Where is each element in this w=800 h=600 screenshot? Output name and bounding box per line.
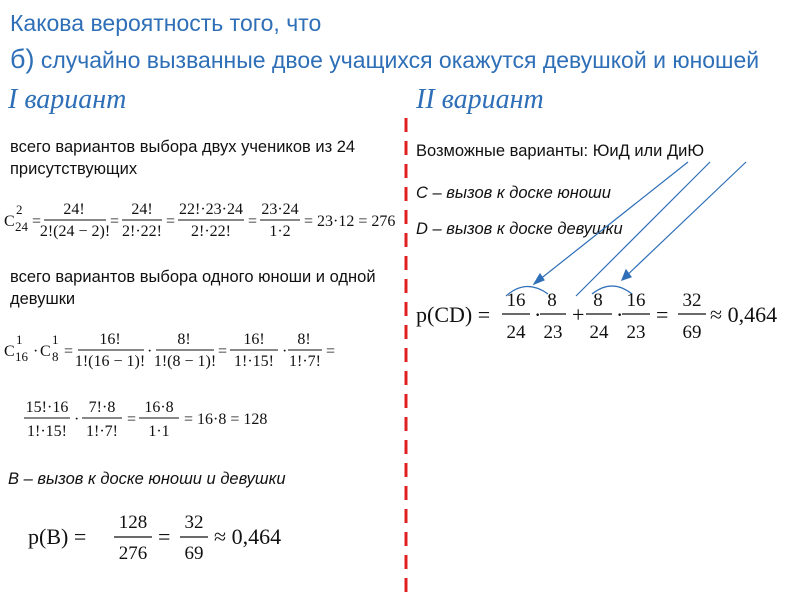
formula-c16-c8 <box>4 326 396 376</box>
formula1-result: = 23·12 = 276 <box>304 213 396 230</box>
dashed-divider <box>396 118 416 600</box>
left-text-boy-girl: всего вариантов выбора одного юноши и одной девушки <box>10 268 376 308</box>
formulaCD-lhs: p(CD) = <box>416 302 491 327</box>
formula1-eq4: = <box>248 213 258 230</box>
formula3-dot: · <box>74 411 80 428</box>
formula1-eq: = <box>32 213 42 230</box>
arrow-3-head <box>622 270 631 280</box>
formula2-dot3: · <box>282 343 288 360</box>
formula1-frac4-num: 23·24 <box>261 201 299 218</box>
formulaCD-dot2: · <box>616 302 624 327</box>
formula4-lhs: p(B) = <box>28 524 87 549</box>
formula2-frac1-num: 16! <box>99 331 121 348</box>
formula1-eq3: = <box>166 213 176 230</box>
formula2-eq2: = <box>218 343 228 360</box>
title-line-2 <box>10 46 759 73</box>
formula4-result: ≈ 0,464 <box>214 524 282 549</box>
formula4-frac1-num: 128 <box>118 512 148 533</box>
left-event-b: B – вызов к доске юноши и девушки <box>8 470 286 488</box>
formulaCD-frac3-num: 8 <box>593 290 603 311</box>
arrow-3 <box>622 162 746 280</box>
formula2-dot2: · <box>147 343 153 360</box>
variant-2-heading: II вариант <box>416 84 544 115</box>
formula3-frac3-den: 1·1 <box>148 423 170 440</box>
title-line-1: Какова вероятность того, что <box>10 10 322 36</box>
formula4-frac1-den: 276 <box>118 543 148 564</box>
formulaCD-frac1-num: 16 <box>506 290 526 311</box>
formula1-frac4-den: 1·2 <box>269 223 291 240</box>
formulaCD-eq: = <box>656 302 669 327</box>
formula-pCD <box>416 280 800 350</box>
formula2-c2-sub: 8 <box>52 349 59 364</box>
formula3-frac1-num: 15!·16 <box>25 399 69 416</box>
formulaCD-frac1-den: 24 <box>506 322 526 343</box>
formulaCD-frac4-num: 16 <box>626 290 646 311</box>
formula4-frac2-den: 69 <box>184 543 204 564</box>
formula1-c: C <box>4 213 15 230</box>
formula2-c1: C <box>4 343 15 360</box>
formula3-frac3-num: 16·8 <box>144 399 174 416</box>
formula2-c2: C <box>40 343 51 360</box>
formula1-frac1-num: 24! <box>63 201 85 218</box>
left-text-total-pairs: всего вариантов выбора двух учеников из 24 присутствующих <box>10 138 356 178</box>
formulaCD-frac2-num: 8 <box>547 290 557 311</box>
formulaCD-plus: + <box>572 302 585 327</box>
formula2-frac4-den: 1!·7! <box>289 353 321 370</box>
formulaCD-frac2-den: 23 <box>543 322 563 343</box>
formula1-c-sub: 24 <box>15 219 28 234</box>
formula2-frac2-num: 8! <box>177 331 191 348</box>
right-event-c: С – вызов к доске юноши <box>416 184 611 202</box>
right-event-d: D – вызов к доске девушки <box>416 220 623 238</box>
formula3-frac2-den: 1!·7! <box>86 423 118 440</box>
variant-1-heading: I вариант <box>8 84 127 115</box>
annotation-arrows <box>416 150 800 300</box>
formulaCD-result: ≈ 0,464 <box>710 302 778 327</box>
formulaCD-frac5-den: 69 <box>682 322 702 343</box>
formula3-eq: = <box>127 411 137 428</box>
formula2-c2-sup: 1 <box>52 332 59 347</box>
formula3-result: = 16·8 = 128 <box>184 411 268 428</box>
formulaCD-frac5-num: 32 <box>682 290 702 311</box>
formula2-c1-sub: 16 <box>15 349 28 364</box>
formula2-dot: · <box>33 343 39 360</box>
formula-pB <box>28 506 396 570</box>
title-question: случайно вызванные двое учащихся окажутся девушкой и юношей <box>34 47 760 73</box>
formula2-frac2-den: 1!(8 − 1)! <box>153 353 217 370</box>
formula4-frac2-num: 32 <box>184 512 204 533</box>
formula1-eq2: = <box>110 213 120 230</box>
formula1-c-sup: 2 <box>16 202 23 217</box>
formulaCD-frac4-den: 23 <box>626 322 646 343</box>
formula-c24-2 <box>4 196 396 246</box>
formula1-frac3-den: 2!·22! <box>191 223 231 240</box>
formula2-frac4-num: 8! <box>297 331 311 348</box>
formula2-frac3-num: 16! <box>243 331 265 348</box>
formula2-eq3: = <box>326 343 336 360</box>
formula3-frac2-num: 7!·8 <box>88 399 116 416</box>
right-text-options: Возможные варианты: ЮиД или ДиЮ <box>416 142 705 160</box>
formula1-frac3-num: 22!·23·24 <box>179 201 243 218</box>
arrow-2 <box>576 162 710 296</box>
arrow-1 <box>534 162 688 284</box>
formulaCD-frac3-den: 24 <box>589 322 609 343</box>
formula2-eq: = <box>64 343 74 360</box>
formula1-frac2-num: 24! <box>131 201 153 218</box>
formula2-c1-sup: 1 <box>16 332 23 347</box>
formula3-frac1-den: 1!·15! <box>27 423 67 440</box>
title-item-marker: б) <box>10 44 35 74</box>
formula2-frac3-den: 1!·15! <box>234 353 274 370</box>
formula2-frac1-den: 1!(16 − 1)! <box>74 353 146 370</box>
formula4-eq: = <box>158 524 171 549</box>
formulaCD-dot1: · <box>534 302 542 327</box>
formula-continuation <box>20 394 396 446</box>
formula1-frac2-den: 2!·22! <box>122 223 162 240</box>
formula1-frac1-den: 2!(24 − 2)! <box>39 223 111 240</box>
